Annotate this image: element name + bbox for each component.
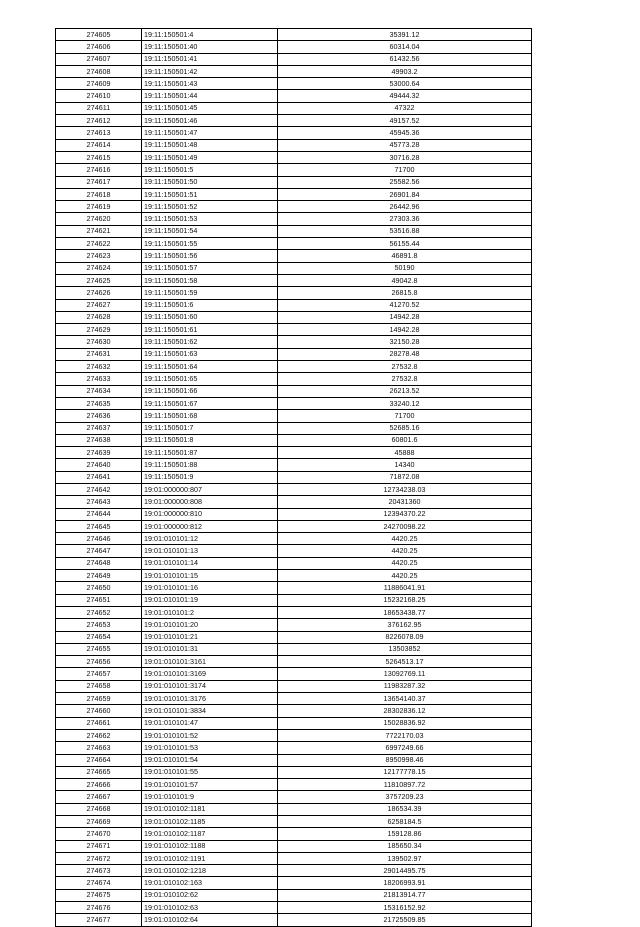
row-id-cell: 274637 (56, 422, 142, 434)
table-row (56, 840, 532, 852)
cadastral-number-cell: 19:11:150501:60 (142, 311, 278, 323)
table-row (56, 41, 532, 53)
row-id-cell: 274643 (56, 496, 142, 508)
value-cell: 4420.25 (278, 570, 532, 582)
value-cell: 49903.2 (278, 65, 532, 77)
cadastral-number-cell: 19:11:150501:63 (142, 348, 278, 360)
value-cell: 71872.08 (278, 471, 532, 483)
table-row (56, 397, 532, 409)
cadastral-number-cell: 19:01:010101:3169 (142, 668, 278, 680)
table-row (56, 336, 532, 348)
value-cell: 71700 (278, 410, 532, 422)
cadastral-number-cell: 19:11:150501:56 (142, 250, 278, 262)
cadastral-number-cell: 19:01:010102:163 (142, 877, 278, 889)
row-id-cell: 274608 (56, 65, 142, 77)
table-row (56, 852, 532, 864)
value-cell: 26815.8 (278, 287, 532, 299)
value-cell: 139502.97 (278, 852, 532, 864)
cadastral-number-cell: 19:01:010101:14 (142, 557, 278, 569)
value-cell: 4420.25 (278, 545, 532, 557)
cadastral-number-cell: 19:01:010101:20 (142, 619, 278, 631)
row-id-cell: 274628 (56, 311, 142, 323)
row-id-cell: 274620 (56, 213, 142, 225)
table-row (56, 422, 532, 434)
row-id-cell: 274612 (56, 115, 142, 127)
data-table (55, 28, 532, 927)
table-row (56, 311, 532, 323)
table-row (56, 914, 532, 926)
table-row (56, 816, 532, 828)
table-row (56, 717, 532, 729)
value-cell: 376162.95 (278, 619, 532, 631)
table-row (56, 287, 532, 299)
value-cell: 24270098.22 (278, 520, 532, 532)
value-cell: 8950998.46 (278, 754, 532, 766)
value-cell: 13503852 (278, 643, 532, 655)
table-row (56, 115, 532, 127)
row-id-cell: 274677 (56, 914, 142, 926)
cadastral-number-cell: 19:11:150501:88 (142, 459, 278, 471)
cadastral-number-cell: 19:01:010102:1188 (142, 840, 278, 852)
table-row (56, 361, 532, 373)
value-cell: 5264513.17 (278, 656, 532, 668)
row-id-cell: 274669 (56, 816, 142, 828)
row-id-cell: 274650 (56, 582, 142, 594)
cadastral-number-cell: 19:01:000000:810 (142, 508, 278, 520)
value-cell: 18653438.77 (278, 606, 532, 618)
cadastral-number-cell: 19:01:010102:1218 (142, 865, 278, 877)
cadastral-number-cell: 19:01:010101:19 (142, 594, 278, 606)
value-cell: 61432.56 (278, 53, 532, 65)
value-cell: 11983287.32 (278, 680, 532, 692)
cadastral-number-cell: 19:11:150501:68 (142, 410, 278, 422)
table-row (56, 742, 532, 754)
row-id-cell: 274672 (56, 852, 142, 864)
cadastral-number-cell: 19:11:150501:53 (142, 213, 278, 225)
row-id-cell: 274667 (56, 791, 142, 803)
cadastral-number-cell: 19:11:150501:59 (142, 287, 278, 299)
table-row (56, 766, 532, 778)
row-id-cell: 274609 (56, 78, 142, 90)
cadastral-number-cell: 19:01:010101:9 (142, 791, 278, 803)
table-row (56, 889, 532, 901)
row-id-cell: 274626 (56, 287, 142, 299)
row-id-cell: 274610 (56, 90, 142, 102)
cadastral-number-cell: 19:11:150501:47 (142, 127, 278, 139)
table-row (56, 201, 532, 213)
table-row (56, 213, 532, 225)
value-cell: 56155.44 (278, 238, 532, 250)
row-id-cell: 274640 (56, 459, 142, 471)
row-id-cell: 274632 (56, 361, 142, 373)
cadastral-number-cell: 19:11:150501:66 (142, 385, 278, 397)
value-cell: 28278.48 (278, 348, 532, 360)
table-row (56, 459, 532, 471)
row-id-cell: 274622 (56, 238, 142, 250)
cadastral-number-cell: 19:01:010102:63 (142, 902, 278, 914)
cadastral-number-cell: 19:01:010102:1191 (142, 852, 278, 864)
row-id-cell: 274630 (56, 336, 142, 348)
cadastral-number-cell: 19:11:150501:9 (142, 471, 278, 483)
cadastral-number-cell: 19:01:010102:1181 (142, 803, 278, 815)
cadastral-number-cell: 19:11:150501:41 (142, 53, 278, 65)
table-row (56, 164, 532, 176)
value-cell: 18206993.91 (278, 877, 532, 889)
value-cell: 41270.52 (278, 299, 532, 311)
table-row (56, 348, 532, 360)
cadastral-number-cell: 19:01:010101:53 (142, 742, 278, 754)
row-id-cell: 274635 (56, 397, 142, 409)
value-cell: 12177778.15 (278, 766, 532, 778)
cadastral-number-cell: 19:11:150501:46 (142, 115, 278, 127)
value-cell: 45773.28 (278, 139, 532, 151)
cadastral-number-cell: 19:11:150501:50 (142, 176, 278, 188)
value-cell: 14942.28 (278, 311, 532, 323)
row-id-cell: 274631 (56, 348, 142, 360)
cadastral-number-cell: 19:11:150501:44 (142, 90, 278, 102)
table-row (56, 188, 532, 200)
table-row (56, 705, 532, 717)
cadastral-number-cell: 19:11:150501:62 (142, 336, 278, 348)
value-cell: 45945.36 (278, 127, 532, 139)
table-row (56, 545, 532, 557)
cadastral-number-cell: 19:11:150501:40 (142, 41, 278, 53)
table-row (56, 496, 532, 508)
row-id-cell: 274611 (56, 102, 142, 114)
row-id-cell: 274658 (56, 680, 142, 692)
table-row (56, 299, 532, 311)
value-cell: 12734238.03 (278, 483, 532, 495)
value-cell: 25582.56 (278, 176, 532, 188)
row-id-cell: 274673 (56, 865, 142, 877)
cadastral-number-cell: 19:01:010102:1185 (142, 816, 278, 828)
table-row (56, 619, 532, 631)
table-row (56, 877, 532, 889)
table-row (56, 508, 532, 520)
row-id-cell: 274624 (56, 262, 142, 274)
cadastral-number-cell: 19:11:150501:67 (142, 397, 278, 409)
value-cell: 52685.16 (278, 422, 532, 434)
table-row (56, 53, 532, 65)
table-row (56, 668, 532, 680)
row-id-cell: 274674 (56, 877, 142, 889)
table-row (56, 225, 532, 237)
cadastral-number-cell: 19:11:150501:58 (142, 274, 278, 286)
cadastral-number-cell: 19:01:010101:31 (142, 643, 278, 655)
row-id-cell: 274644 (56, 508, 142, 520)
row-id-cell: 274619 (56, 201, 142, 213)
value-cell: 28302836.12 (278, 705, 532, 717)
table-row (56, 754, 532, 766)
value-cell: 14340 (278, 459, 532, 471)
cadastral-number-cell: 19:11:150501:7 (142, 422, 278, 434)
row-id-cell: 274638 (56, 434, 142, 446)
cadastral-number-cell: 19:01:010101:16 (142, 582, 278, 594)
table-row (56, 373, 532, 385)
cadastral-number-cell: 19:11:150501:48 (142, 139, 278, 151)
cadastral-number-cell: 19:01:010101:15 (142, 570, 278, 582)
table-row (56, 447, 532, 459)
table-row (56, 483, 532, 495)
row-id-cell: 274629 (56, 324, 142, 336)
value-cell: 49444.32 (278, 90, 532, 102)
value-cell: 15316152.92 (278, 902, 532, 914)
table-row (56, 828, 532, 840)
table-row (56, 656, 532, 668)
row-id-cell: 274676 (56, 902, 142, 914)
value-cell: 4420.25 (278, 557, 532, 569)
row-id-cell: 274642 (56, 483, 142, 495)
table-row (56, 779, 532, 791)
value-cell: 4420.25 (278, 533, 532, 545)
table-row (56, 127, 532, 139)
row-id-cell: 274639 (56, 447, 142, 459)
table-row (56, 520, 532, 532)
cadastral-number-cell: 19:11:150501:57 (142, 262, 278, 274)
row-id-cell: 274618 (56, 188, 142, 200)
cadastral-number-cell: 19:01:010102:1187 (142, 828, 278, 840)
value-cell: 32150.28 (278, 336, 532, 348)
row-id-cell: 274656 (56, 656, 142, 668)
table-row (56, 902, 532, 914)
row-id-cell: 274606 (56, 41, 142, 53)
cadastral-number-cell: 19:01:010101:3834 (142, 705, 278, 717)
value-cell: 186534.39 (278, 803, 532, 815)
row-id-cell: 274647 (56, 545, 142, 557)
cadastral-number-cell: 19:11:150501:43 (142, 78, 278, 90)
table-row (56, 102, 532, 114)
table-row (56, 471, 532, 483)
value-cell: 27532.8 (278, 361, 532, 373)
table-row (56, 729, 532, 741)
cadastral-number-cell: 19:01:010101:54 (142, 754, 278, 766)
cadastral-number-cell: 19:01:010101:13 (142, 545, 278, 557)
table-row (56, 865, 532, 877)
value-cell: 46891.8 (278, 250, 532, 262)
cadastral-number-cell: 19:11:150501:45 (142, 102, 278, 114)
value-cell: 49042.8 (278, 274, 532, 286)
value-cell: 30716.28 (278, 151, 532, 163)
cadastral-number-cell: 19:01:010101:47 (142, 717, 278, 729)
table-row (56, 385, 532, 397)
table-row (56, 65, 532, 77)
table-row (56, 410, 532, 422)
table-body (56, 29, 532, 927)
row-id-cell: 274607 (56, 53, 142, 65)
row-id-cell: 274641 (56, 471, 142, 483)
row-id-cell: 274625 (56, 274, 142, 286)
row-id-cell: 274665 (56, 766, 142, 778)
row-id-cell: 274651 (56, 594, 142, 606)
table-row (56, 533, 532, 545)
row-id-cell: 274648 (56, 557, 142, 569)
cadastral-number-cell: 19:11:150501:49 (142, 151, 278, 163)
row-id-cell: 274661 (56, 717, 142, 729)
cadastral-number-cell: 19:01:010101:21 (142, 631, 278, 643)
row-id-cell: 274634 (56, 385, 142, 397)
table-row (56, 631, 532, 643)
value-cell: 26442.96 (278, 201, 532, 213)
row-id-cell: 274617 (56, 176, 142, 188)
value-cell: 50190 (278, 262, 532, 274)
value-cell: 6997249.66 (278, 742, 532, 754)
value-cell: 29014495.75 (278, 865, 532, 877)
cadastral-number-cell: 19:11:150501:5 (142, 164, 278, 176)
cadastral-number-cell: 19:11:150501:6 (142, 299, 278, 311)
cadastral-number-cell: 19:01:000000:808 (142, 496, 278, 508)
cadastral-number-cell: 19:11:150501:8 (142, 434, 278, 446)
row-id-cell: 274621 (56, 225, 142, 237)
row-id-cell: 274649 (56, 570, 142, 582)
row-id-cell: 274668 (56, 803, 142, 815)
value-cell: 60801.6 (278, 434, 532, 446)
table-row (56, 557, 532, 569)
row-id-cell: 274655 (56, 643, 142, 655)
row-id-cell: 274675 (56, 889, 142, 901)
value-cell: 33240.12 (278, 397, 532, 409)
value-cell: 13654140.37 (278, 693, 532, 705)
cadastral-number-cell: 19:01:010101:57 (142, 779, 278, 791)
row-id-cell: 274645 (56, 520, 142, 532)
value-cell: 45888 (278, 447, 532, 459)
value-cell: 53000.64 (278, 78, 532, 90)
value-cell: 27532.8 (278, 373, 532, 385)
cadastral-number-cell: 19:01:010102:62 (142, 889, 278, 901)
row-id-cell: 274615 (56, 151, 142, 163)
value-cell: 47322 (278, 102, 532, 114)
table-row (56, 791, 532, 803)
row-id-cell: 274660 (56, 705, 142, 717)
cadastral-number-cell: 19:11:150501:55 (142, 238, 278, 250)
row-id-cell: 274605 (56, 29, 142, 41)
cadastral-number-cell: 19:01:000000:807 (142, 483, 278, 495)
table-row (56, 594, 532, 606)
table-row (56, 262, 532, 274)
value-cell: 26213.52 (278, 385, 532, 397)
value-cell: 21725509.85 (278, 914, 532, 926)
value-cell: 159128.86 (278, 828, 532, 840)
table-row (56, 606, 532, 618)
row-id-cell: 274671 (56, 840, 142, 852)
value-cell: 15232168.25 (278, 594, 532, 606)
value-cell: 20431360 (278, 496, 532, 508)
value-cell: 53516.88 (278, 225, 532, 237)
row-id-cell: 274613 (56, 127, 142, 139)
table-row (56, 434, 532, 446)
cadastral-number-cell: 19:01:010101:3176 (142, 693, 278, 705)
table-row (56, 693, 532, 705)
row-id-cell: 274636 (56, 410, 142, 422)
value-cell: 12394370.22 (278, 508, 532, 520)
value-cell: 8226078.09 (278, 631, 532, 643)
value-cell: 26901.84 (278, 188, 532, 200)
row-id-cell: 274659 (56, 693, 142, 705)
value-cell: 60314.04 (278, 41, 532, 53)
row-id-cell: 274633 (56, 373, 142, 385)
value-cell: 11810897.72 (278, 779, 532, 791)
table-row (56, 176, 532, 188)
cadastral-number-cell: 19:11:150501:61 (142, 324, 278, 336)
table-row (56, 582, 532, 594)
cadastral-number-cell: 19:11:150501:52 (142, 201, 278, 213)
value-cell: 6258184.5 (278, 816, 532, 828)
row-id-cell: 274657 (56, 668, 142, 680)
value-cell: 21813914.77 (278, 889, 532, 901)
row-id-cell: 274614 (56, 139, 142, 151)
row-id-cell: 274652 (56, 606, 142, 618)
cadastral-number-cell: 19:01:010101:52 (142, 729, 278, 741)
row-id-cell: 274664 (56, 754, 142, 766)
table-row (56, 78, 532, 90)
cadastral-number-cell: 19:01:010102:64 (142, 914, 278, 926)
table-row (56, 90, 532, 102)
cadastral-number-cell: 19:11:150501:51 (142, 188, 278, 200)
value-cell: 15028836.92 (278, 717, 532, 729)
table-row (56, 680, 532, 692)
row-id-cell: 274627 (56, 299, 142, 311)
value-cell: 35391.12 (278, 29, 532, 41)
cadastral-number-cell: 19:11:150501:64 (142, 361, 278, 373)
value-cell: 13092769.11 (278, 668, 532, 680)
table-row (56, 238, 532, 250)
row-id-cell: 274623 (56, 250, 142, 262)
value-cell: 7722170.03 (278, 729, 532, 741)
cadastral-number-cell: 19:11:150501:42 (142, 65, 278, 77)
table-row (56, 643, 532, 655)
value-cell: 11886041.91 (278, 582, 532, 594)
cadastral-number-cell: 19:01:010101:3161 (142, 656, 278, 668)
row-id-cell: 274663 (56, 742, 142, 754)
table-row (56, 570, 532, 582)
value-cell: 3757209.23 (278, 791, 532, 803)
row-id-cell: 274646 (56, 533, 142, 545)
row-id-cell: 274654 (56, 631, 142, 643)
cadastral-number-cell: 19:01:010101:2 (142, 606, 278, 618)
table-row (56, 803, 532, 815)
row-id-cell: 274653 (56, 619, 142, 631)
cadastral-number-cell: 19:11:150501:87 (142, 447, 278, 459)
value-cell: 185650.34 (278, 840, 532, 852)
value-cell: 27303.36 (278, 213, 532, 225)
cadastral-number-cell: 19:01:010101:3174 (142, 680, 278, 692)
row-id-cell: 274662 (56, 729, 142, 741)
table-row (56, 274, 532, 286)
cadastral-number-cell: 19:01:010101:12 (142, 533, 278, 545)
value-cell: 71700 (278, 164, 532, 176)
row-id-cell: 274666 (56, 779, 142, 791)
table-row (56, 151, 532, 163)
value-cell: 49157.52 (278, 115, 532, 127)
table-row (56, 324, 532, 336)
cadastral-number-cell: 19:11:150501:65 (142, 373, 278, 385)
cadastral-number-cell: 19:11:150501:4 (142, 29, 278, 41)
cadastral-number-cell: 19:01:000000:812 (142, 520, 278, 532)
cadastral-number-cell: 19:01:010101:55 (142, 766, 278, 778)
value-cell: 14942.28 (278, 324, 532, 336)
cadastral-number-cell: 19:11:150501:54 (142, 225, 278, 237)
table-row (56, 250, 532, 262)
table-row (56, 139, 532, 151)
row-id-cell: 274670 (56, 828, 142, 840)
table-row (56, 29, 532, 41)
row-id-cell: 274616 (56, 164, 142, 176)
